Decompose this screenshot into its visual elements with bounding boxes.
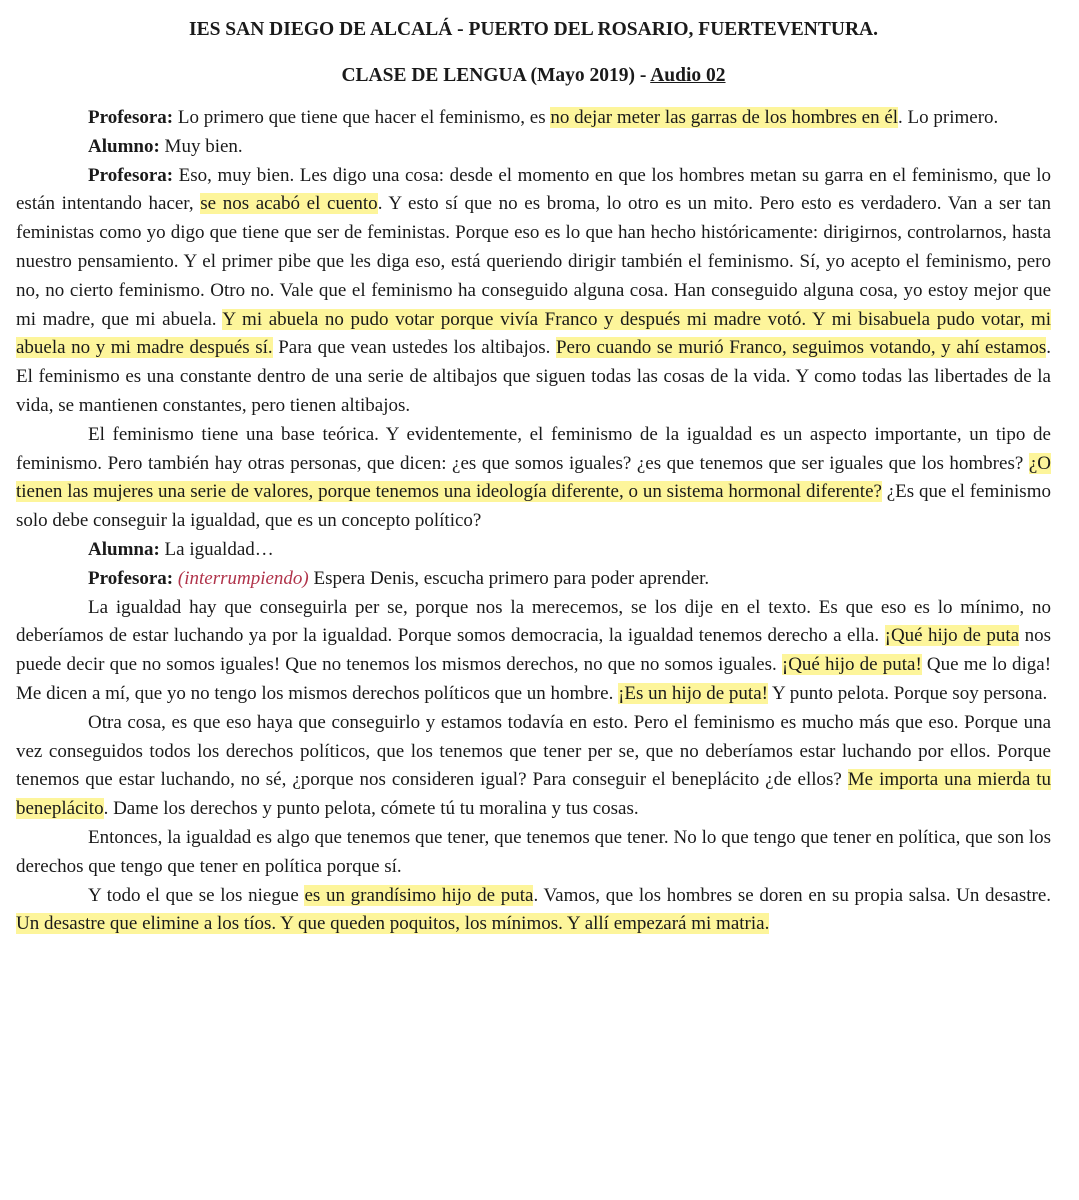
document-header-school: IES SAN DIEGO DE ALCALÁ - PUERTO DEL ROSARIO, FUERTEVENTURA. [188, 19, 879, 40]
transcript-paragraph [16, 882, 1051, 940]
speaker-label: Alumno: [88, 135, 160, 157]
highlighted-text: Pero cuando se murió Franco, seguimos votando, y ahí estamos [555, 337, 1047, 359]
speaker-label: Alumna: [88, 538, 160, 560]
text-segment: Otra cosa, es que eso haya que conseguirlo y estamos todavía en esto. Pero el feminismo es mucho más que eso. Porque una vez conseguidos todos los derechos políticos, que los tenemos que tener per se, que no deberíamos estar luchando por ellos. Porque tenemos que estar luchando, no sé, ¿porque nos consideren igual? Para conseguir el beneplácito ¿de ellos? [16, 711, 1051, 791]
transcript-paragraph [16, 536, 1051, 565]
text-segment: El feminismo tiene una base teórica. Y evidentemente, el feminismo de la igualdad es un aspecto importante, un tipo de feminismo. Pero también hay otras personas, que dicen: ¿es que somos iguales? ¿es que tenemos que ser iguales que los hombres? [16, 423, 1051, 474]
transcript-body [16, 104, 1051, 939]
class-title: CLASE DE LENGUA (Mayo 2019) - [341, 65, 651, 86]
speaker-label: Profesora: [88, 567, 174, 589]
highlighted-text: se nos acabó el cuento [200, 193, 378, 215]
text-segment: Para que vean ustedes los altibajos. [272, 337, 556, 359]
text-segment: Que me lo diga! Me dicen a mí, que yo no tengo los mismos derechos políticos que un hombre. [16, 654, 1052, 704]
transcript-paragraph [16, 565, 1051, 594]
transcript-paragraph [16, 104, 1051, 133]
text-segment: nos puede decir que no somos iguales! Que no tenemos los mismos derechos, no que no somos iguales. [16, 625, 1051, 676]
highlighted-text: ¡Qué hijo de puta [884, 625, 1020, 647]
highlighted-text: es un grandísimo hijo de puta [304, 884, 534, 906]
text-segment: Espera Denis, escucha primero para poder aprender. [308, 567, 710, 589]
text-segment: . Lo primero. [898, 107, 999, 128]
highlighted-text: ¡Qué hijo de puta! [781, 654, 922, 676]
document-page [16, 14, 1051, 1186]
audio-label: Audio 02 [650, 65, 726, 86]
highlighted-text: Y mi abuela no pudo votar porque vivía Franco y después mi madre votó. Y mi bisabuela pudo votar, mi abuela no y mi madre después sí. [16, 308, 1051, 359]
text-segment: Eso, muy bien. Les digo una cosa: desde el momento en que los hombres metan su garra en el feminismo, que lo están intentando hacer, [16, 164, 1051, 215]
text-segment: Muy bien. [159, 135, 243, 157]
text-segment: . El feminismo es una constante dentro de una serie de altibajos que siguen todas las cosas de la vida. Y como todas las libertades de la vida, se mantienen constantes, pero tienen altibajos. [16, 337, 1051, 416]
speaker-label: Profesora: [88, 107, 174, 128]
text-segment: La igualdad hay que conseguirla per se, porque nos la merecemos, se los dije en el texto. Es que eso es lo mínimo, no deberíamos de estar luchando ya por la igualdad. Porque somos democracia, la igualdad tenemos derecho a ella. [16, 596, 1051, 647]
document-header-class [16, 62, 1051, 90]
transcript-paragraph [16, 133, 1051, 162]
text-segment: Y punto pelota. Porque soy persona. [767, 682, 1048, 704]
highlighted-text: Me importa una mierda tu beneplácito [16, 769, 1051, 820]
text-segment: ¿Es que el feminismo solo debe conseguir la igualdad, que es un concepto político? [16, 481, 1051, 532]
text-segment: Y todo el que se los niegue [88, 884, 305, 906]
text-segment: . Vamos, que los hombres se doren en su propia salsa. Un desastre. [533, 884, 1051, 906]
text-segment: Entonces, la igualdad es algo que tenemos que tener, que tenemos que tener. No lo que tengo que tener en política, que son los derechos que tengo que tener en política porque sí. [16, 826, 1051, 877]
highlighted-text: ¿O tienen las mujeres una serie de valores, porque tenemos una ideología diferente, o un sistema hormonal diferente? [16, 452, 1051, 503]
text-segment: . Dame los derechos y punto pelota, cómete tú tu moralina y tus cosas. [103, 798, 639, 820]
text-segment: Lo primero que tiene que hacer el feminismo, es [173, 107, 551, 128]
transcript-paragraph [16, 824, 1051, 882]
text-segment: La igualdad… [159, 538, 274, 560]
transcript-paragraph [16, 594, 1051, 709]
speaker-label: Profesora: [88, 164, 174, 186]
text-segment: . Y esto sí que no es broma, lo otro es un mito. Pero esto es verdadero. Van a ser tan feministas como yo digo que tiene que ser de feministas. Porque eso es lo que han hecho históricamente: dirigirnos, controlarnos, hasta nuestro pensamiento. Y el primer pibe que les diga eso, está queriendo dirigir también el feminismo. Sí, yo acepto el feminismo, pero no, no cierto feminismo. Otro no. Vale que el feminismo ha conseguido alguna cosa. Han conseguido alguna cosa, yo estoy mejor que mi madre, que mi abuela. [16, 193, 1052, 330]
transcript-paragraph [16, 709, 1051, 824]
transcript-paragraph [16, 162, 1051, 421]
highlighted-text: no dejar meter las garras de los hombres en él [550, 107, 899, 128]
highlighted-text: ¡Es un hijo de puta! [618, 682, 768, 704]
transcript-paragraph [16, 421, 1051, 536]
stage-direction: (interrumpiendo) [177, 567, 309, 589]
highlighted-text: Un desastre que elimine a los tíos. Y que queden poquitos, los mínimos. Y allí empezará mi matria. [16, 913, 770, 935]
